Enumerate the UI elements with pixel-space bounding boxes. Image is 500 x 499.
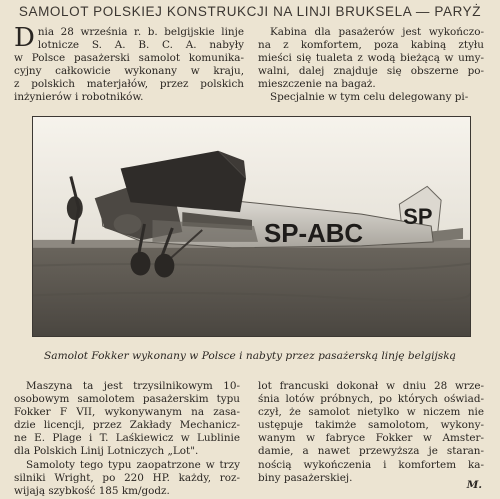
aircraft-photo [32,116,471,337]
text-line: Samoloty tego typu zaopatrzone w trzy [26,458,240,471]
article-column-2 [258,26,484,105]
paragraph-engines [14,459,240,498]
text-line: z polskich materjałów, przez polskich [14,78,244,91]
tail-marking: SP [403,204,433,230]
text-line: wanym w fabryce Fokker w Amster- [258,432,484,445]
paragraph-pilot [258,91,484,104]
text-line: dla Polskich Linij Lotniczych „Lot". [14,445,199,458]
text-line: Specjalnie w tym celu delegowany pi- [270,91,469,104]
text-line: silniki Wright, po 220 HP. każdy, roz- [14,471,240,484]
text-line: biny pasażerskiej. [258,471,353,484]
text-line: śnia lotów próbnych, po których oświad- [258,393,484,406]
paragraph-intro [14,23,244,105]
text-line: inżynierów i robotników. [14,91,144,104]
text-line: ne E. Plage i T. Laśkiewicz w Lublinie [14,432,240,445]
registration-marking: SP-ABC [263,219,364,248]
text-line: mieści się tualeta z wodą bieżącą w umy- [258,52,484,65]
text-line: Maszyna ta jest trzysilnikowym 10- [26,380,240,392]
text-line: mieszczenie na bagaż. [258,78,376,91]
text-line: nością wykończenia i komfortem ka- [258,458,484,471]
paragraph-aircraft-type [14,380,240,459]
fokker-aircraft-image [33,117,470,336]
text-line: walni, dalej znajduje się obszerne po- [258,65,484,78]
text-line: dzie licencji, przez Zakłady Mechanicz- [14,419,240,432]
text-line: w Polsce pasażerski samolot komunika- [14,52,244,65]
text-line: na z komfortem, poza kabiną ztyłu [258,39,484,52]
paragraph-test-flights [258,380,484,485]
photo-caption: Samolot Fokker wykonany w Polsce i nabyty przez pasażerską linję belgijską [44,350,456,362]
text-line: Kabina dla pasażerów jest wykończo- [270,26,484,38]
text-line: Fokker F VII, wykonywanym na zasa- [14,406,240,419]
article-column-3 [14,380,240,498]
text-line: lotnicze S. A. B. C. A. nabyły [37,39,244,52]
article-column-1 [14,23,244,105]
text-line: wijają szybkość 185 km/godz. [14,484,170,497]
article-title: SAMOLOT POLSKIEJ KONSTRUKCJI NA LINJI BRUKSELA — PARYŻ [18,4,482,19]
text-line: cyjny całkowicie wykonany w kraju, [14,65,244,78]
drop-cap: D [14,23,35,53]
text-line: nia 28 września r. b. belgijskie linje [37,26,244,38]
article-column-4 [258,380,484,485]
text-line: ustępuje takimże samolotom, wykony- [258,419,484,432]
author-signature: M. [466,479,482,491]
text-line: osobowym samolotem pasażerskim typu [14,393,240,406]
text-line: lot francuski dokonał w dniu 28 wrze- [258,380,484,392]
paragraph-cabin [258,26,484,91]
text-line: czył, że samolot nietylko w niczem nie [258,406,484,419]
text-line: damie, a nawet przewyższa je staran- [258,445,484,458]
